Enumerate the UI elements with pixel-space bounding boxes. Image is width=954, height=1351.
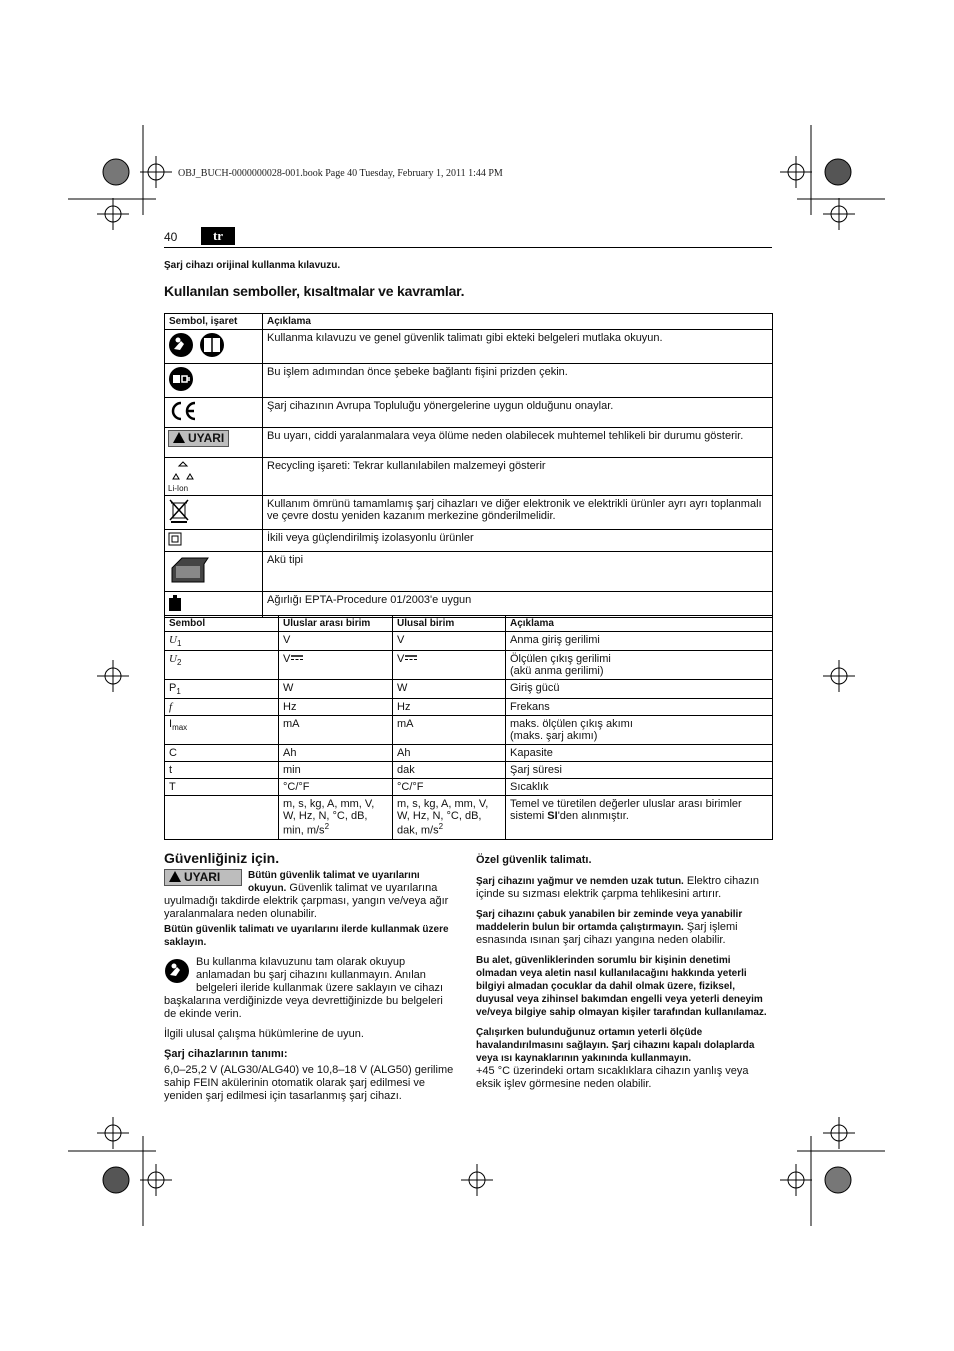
- symbol-description: Kullanım ömrünü tamamlamış şarj cihazları ve diğer elektronik ve elektrikli ürünler ayrı ayrı toplanmalı ve çevre dostu yeniden kazanım merkezine gönderilmelidir.: [263, 496, 773, 530]
- table-row: [165, 530, 773, 552]
- national-unit: °C/°F: [397, 781, 424, 794]
- page-number: 40: [164, 230, 178, 244]
- unit-symbol: t: [169, 764, 173, 777]
- description-cell: [506, 779, 773, 796]
- unit-symbol: U: [169, 653, 177, 666]
- table-row: [165, 398, 773, 428]
- unit-symbol: f: [169, 701, 173, 714]
- table-row: [165, 779, 773, 796]
- table-row: [165, 680, 773, 699]
- national-unit-cell: [393, 632, 506, 651]
- symbol-description: Kullanma kılavuzu ve genel güvenlik talimatı gibi ekteki belgeleri mutlaka okuyun.: [263, 330, 773, 364]
- unit-description: Şarj süresi: [510, 764, 562, 777]
- symbol-cell: [165, 632, 279, 651]
- unit-description: Anma giriş gerilimi: [510, 634, 600, 646]
- left-column: [164, 852, 458, 1110]
- symbol-description: Bu uyarı, ciddi yaralanmalara veya ölüme neden olabilecek muhtemel tehlikeli bir durumu gösterir.: [263, 428, 773, 458]
- national-unit: m, s, kg, A, mm, V, W, Hz, N, °C, dB, dak, m/s: [397, 798, 489, 838]
- unit-symbol-subscript: max: [172, 723, 188, 733]
- national-unit-cell: [393, 651, 506, 680]
- unplug-icon: [168, 366, 194, 392]
- table-row: [165, 796, 773, 840]
- national-unit-cell: [393, 716, 506, 745]
- symbol-cell: [165, 530, 263, 552]
- international-unit-cell: [279, 680, 393, 699]
- table-row: [165, 330, 773, 364]
- header-rule: [164, 247, 772, 248]
- rule-text: Elektro cihazın içinde su sızması elektrik çarpma tehlikesini artırır.: [476, 875, 760, 900]
- table-header-row: [165, 616, 773, 632]
- description-cell: [506, 651, 773, 680]
- ce-mark-icon: [168, 400, 198, 422]
- symbol-cell: [165, 796, 279, 840]
- warning-badge: [168, 430, 229, 447]
- charger-description-title: Şarj cihazlarının tanımı:: [164, 1048, 288, 1060]
- national-unit: mA: [397, 718, 414, 731]
- national-unit: V: [397, 653, 405, 666]
- symbol-cell: [165, 779, 279, 796]
- international-unit: Ah: [283, 747, 297, 760]
- unit-superscript: 2: [438, 822, 444, 832]
- dc-symbol-icon: [291, 655, 303, 661]
- battery-pack-icon: [168, 554, 214, 586]
- section-title: Kullanılan semboller, kısaltmalar ve kavramlar.: [164, 283, 465, 299]
- national-unit-cell: [393, 779, 506, 796]
- manual-text: Bu kullanma kılavuzunu tam olarak okuyup anlamadan bu şarj cihazını kullanmayın. Anılan belgeleri ileride kullanmak üzere saklayın ve cihazı başkalarına verdiğinizde veya devrettiğinizde bu belgeleri de ekinde verin.: [164, 956, 444, 1020]
- unit-description-note: (akü anma gerilimi): [510, 665, 604, 678]
- unit-description: Temel ve türetilen değerler uluslar arası birimler sistemi: [510, 798, 742, 823]
- table-row: [165, 428, 773, 458]
- description-cell: [506, 745, 773, 762]
- language-tab: tr: [201, 227, 235, 245]
- national-unit-cell: [393, 762, 506, 779]
- si-label: SI: [547, 810, 558, 823]
- symbol-cell: [165, 680, 279, 699]
- symbol-description: Bu işlem adımından önce şebeke bağlantı fişini prizden çekin.: [263, 364, 773, 398]
- col-international-unit: Uluslar arası birim: [279, 616, 393, 632]
- international-unit-cell: [279, 779, 393, 796]
- symbol-description: Ağırlığı EPTA-Procedure 01/2003'e uygun: [263, 592, 773, 618]
- national-unit: dak: [397, 764, 415, 777]
- unit-description-note: (maks. şarj akımı): [510, 730, 598, 743]
- rule-text: Şarj işlemi esnasında ısınan şarj cihazı yangına neden olabilir.: [476, 921, 738, 946]
- unit-description: Giriş gücü: [510, 682, 560, 695]
- table-row: [165, 651, 773, 680]
- international-unit-cell: [279, 796, 393, 840]
- international-unit: mA: [283, 718, 300, 731]
- symbols-table: [164, 313, 773, 618]
- dc-symbol-icon: [405, 655, 417, 661]
- weight-icon: [168, 594, 182, 612]
- symbol-cell: [165, 398, 263, 428]
- description-cell: [506, 796, 773, 840]
- unit-description-tail: 'den alınmıştır.: [557, 810, 629, 823]
- book-file-line: OBJ_BUCH-0000000028-001.book Page 40 Tuesday, February 1, 2011 1:44 PM: [178, 168, 503, 179]
- national-unit: Ah: [397, 747, 411, 760]
- unit-symbol: I: [169, 718, 173, 731]
- national-unit-cell: [393, 680, 506, 699]
- description-cell: [506, 716, 773, 745]
- warning-badge: [164, 869, 242, 886]
- symbol-cell: [165, 496, 263, 530]
- table-header-row: [165, 314, 773, 330]
- col-description: Açıklama: [263, 314, 773, 330]
- symbol-cell: [165, 364, 263, 398]
- rule-text: +45 °C üzerindeki ortam sıcaklıklara cihazın yanlış veya eksik işlev görmesine neden olabilir.: [476, 1065, 749, 1090]
- international-unit-cell: [279, 716, 393, 745]
- unit-symbol: P: [169, 682, 177, 695]
- international-unit-cell: [279, 651, 393, 680]
- national-unit: Hz: [397, 701, 411, 714]
- symbol-cell: [165, 762, 279, 779]
- weee-bin-icon: [168, 498, 190, 524]
- symbol-cell: [165, 428, 263, 458]
- international-unit-cell: [279, 762, 393, 779]
- symbol-cell: [165, 716, 279, 745]
- unit-symbol-subscript: 1: [176, 687, 181, 697]
- unit-description: Frekans: [510, 701, 550, 714]
- symbol-cell: [165, 651, 279, 680]
- table-row: [165, 364, 773, 398]
- unit-superscript: 2: [324, 822, 330, 832]
- units-table: [164, 615, 773, 840]
- unit-symbol: U: [169, 634, 177, 646]
- unit-description: maks. ölçülen çıkış akımı: [510, 718, 633, 731]
- unit-symbol: T: [169, 781, 176, 794]
- table-row: [165, 745, 773, 762]
- national-unit-cell: [393, 745, 506, 762]
- international-unit: V: [283, 634, 291, 646]
- unit-symbol-subscript: 1: [176, 639, 182, 649]
- unit-description: Kapasite: [510, 747, 553, 760]
- safety-title: Güvenliğiniz için.: [164, 850, 280, 866]
- international-unit: V: [283, 653, 291, 666]
- col-symbol: Sembol, işaret: [165, 314, 263, 330]
- manual-read-icon: [164, 958, 190, 984]
- warning-icon: [169, 871, 181, 882]
- international-unit: min: [283, 764, 301, 777]
- rule-bold-text: Çalışırken bulunduğunuz ortamın yeterli ölçüde havalandırılmasını sağlayın. Şarj cihazını kapalı dolaplarda veya ısı kaynaklarının yakınında kullanmayın.: [476, 1027, 755, 1064]
- special-safety-title: Özel güvenlik talimatı.: [476, 854, 592, 866]
- unit-symbol: C: [169, 747, 177, 760]
- document-subtitle: Şarj cihazı orijinal kullanma kılavuzu.: [164, 260, 341, 271]
- keep-instructions-text: Bütün güvenlik talimatı ve uyarılarını ilerde kullanmak üzere saklayın.: [164, 924, 449, 948]
- col-description: Açıklama: [506, 616, 773, 632]
- description-cell: [506, 762, 773, 779]
- symbol-description: İkili veya güçlendirilmiş izolasyonlu ürünler: [263, 530, 773, 552]
- rule-bold-text: Şarj cihazını yağmur ve nemden uzak tutun.: [476, 876, 684, 887]
- international-unit-cell: [279, 699, 393, 716]
- col-national-unit: Ulusal birim: [393, 616, 506, 632]
- table-row: [165, 592, 773, 618]
- table-row: [165, 552, 773, 592]
- description-cell: [506, 680, 773, 699]
- international-unit: °C/°F: [283, 781, 310, 794]
- warning-label: UYARI: [184, 870, 221, 884]
- symbol-description: Şarj cihazının Avrupa Topluluğu yönergelerine uygun olduğunu onaylar.: [263, 398, 773, 428]
- international-unit-cell: [279, 632, 393, 651]
- description-cell: [506, 632, 773, 651]
- manual-read-icon: [168, 332, 226, 358]
- unit-description: Sıcaklık: [510, 781, 549, 794]
- table-row: [165, 762, 773, 779]
- national-unit-cell: [393, 796, 506, 840]
- table-row: [165, 458, 773, 496]
- symbol-cell: [165, 458, 263, 496]
- warning-label: UYARI: [188, 431, 225, 445]
- international-unit: Hz: [283, 701, 297, 714]
- symbol-cell: [165, 552, 263, 592]
- national-unit-cell: [393, 699, 506, 716]
- warning-bold-text: Bütün güvenlik talimat ve uyarılarını okuyun.: [248, 870, 420, 894]
- warning-text: Güvenlik talimat ve uyarılarına uyulmadığı takdirde elektrik çarpması, yangın ve/veya ağır yaralanmalara neden olunabilir.: [164, 882, 449, 920]
- double-insulation-icon: [168, 532, 182, 546]
- li-ion-label: Li-Ion: [168, 484, 189, 493]
- description-cell: [506, 699, 773, 716]
- symbol-cell: [165, 745, 279, 762]
- symbol-description: Recycling işareti: Tekrar kullanılabilen malzemeyi gösterir: [263, 458, 773, 496]
- rule-bold-text: Bu alet, güvenliklerinden sorumlu bir kişinin denetimi olmadan veya aletin nasıl kullanılacağını hakkında yeterli bilgiyi almadan çocuklar da dahil olmak üzere, fiziksel, duyusal veya zihinsel bakımdan engelli veya yeterli deneyim ve/veya bilgiye sahip olmayan kişiler tarafından kullanılamaz.: [476, 955, 767, 1018]
- national-unit: V: [397, 634, 405, 646]
- international-unit: W: [283, 682, 294, 695]
- table-row: [165, 699, 773, 716]
- right-column: [476, 854, 772, 1098]
- table-row: [165, 632, 773, 651]
- international-unit-cell: [279, 745, 393, 762]
- unit-description: Ölçülen çıkış gerilimi: [510, 653, 611, 666]
- charger-description-text: 6,0–25,2 V (ALG30/ALG40) ve 10,8–18 V (ALG50) gerilime sahip FEIN akülerinin otomatik olarak şarj edilmesi ve yeniden şarj edilmesi için tasarlanmış şarj cihazı.: [164, 1064, 454, 1102]
- symbol-cell: [165, 592, 263, 618]
- symbol-cell: [165, 699, 279, 716]
- unit-symbol-subscript: 2: [176, 658, 182, 668]
- table-row: [165, 716, 773, 745]
- international-unit: m, s, kg, A, mm, V, W, Hz, N, °C, dB, min, m/s: [283, 798, 375, 838]
- warning-icon: [173, 432, 185, 443]
- table-row: [165, 496, 773, 530]
- recycling-icon: [168, 460, 198, 484]
- symbol-description: Akü tipi: [263, 552, 773, 592]
- col-symbol: Sembol: [165, 616, 279, 632]
- national-unit: W: [397, 682, 408, 695]
- national-rules-text: İlgili ulusal çalışma hükümlerine de uyun.: [164, 1028, 364, 1040]
- symbol-cell: [165, 330, 263, 364]
- rule-bold-text: Şarj cihazını çabuk yanabilen bir zeminde veya yanabilir maddelerin bulun bir ortamda çalıştırmayın.: [476, 909, 743, 933]
